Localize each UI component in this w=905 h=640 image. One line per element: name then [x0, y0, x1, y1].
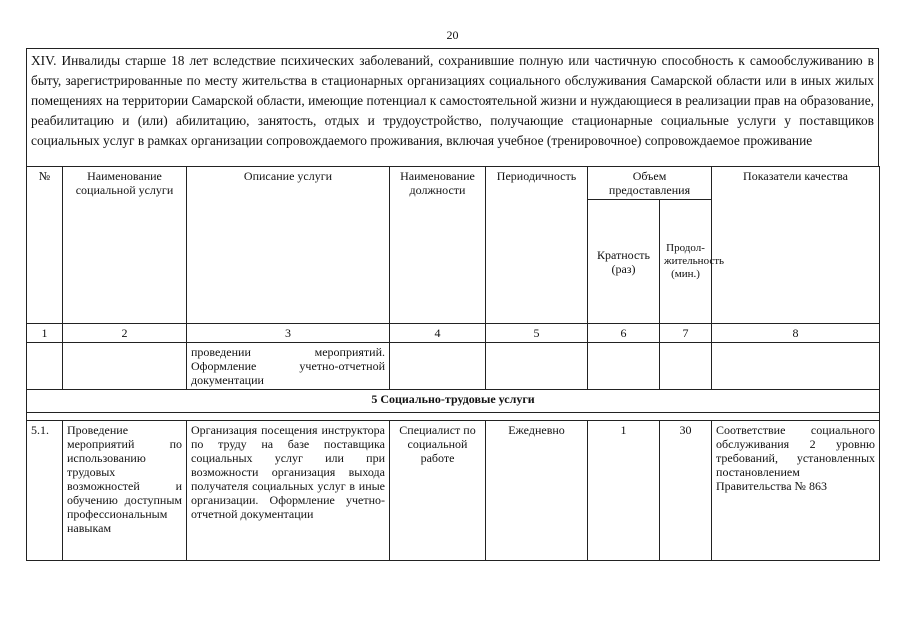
continuation-description: проведении мероприятий. Оформление учетно-отчетной документации	[187, 343, 390, 390]
header-description: Описание услуги	[187, 167, 390, 324]
document-body	[26, 48, 879, 561]
header-num: №	[27, 167, 63, 324]
header-name: Наименование социальной услуги	[63, 167, 187, 324]
spacer-row	[27, 413, 880, 421]
row-position: Специалист по социальной работе	[390, 421, 486, 561]
col-number: 5	[486, 324, 588, 343]
header-position: Наименование должности	[390, 167, 486, 324]
page-number: 20	[446, 28, 459, 42]
header-periodicity: Периодичность	[486, 167, 588, 324]
col-number: 3	[187, 324, 390, 343]
table-row	[27, 421, 880, 561]
row-quality: Соответствие социального обслуживания 2 уровню требований, установленных постановлением Правительства № 863	[712, 421, 880, 561]
col-number: 2	[63, 324, 187, 343]
section-header: XIV. Инвалиды старше 18 лет вследствие психических заболеваний, сохранившие полную или частичную способность к самообслуживанию в быту, зарегистрированные по месту жительства в стационарных организациях социального обслуживания Самарской области или в иных жилых помещениях на территории Самарской области, имеющие потенциал к самостоятельной жизни и нуждающиеся в реализации прав на образование, реабилитацию и (или) абилитацию, занятость, отдых и трудоустройство, получающие стационарные социальные услуги у поставщиков социальных услуг в рамках организации сопровождаемого проживания, включая учебное (тренировочное) сопровождаемое проживание	[26, 48, 879, 166]
col-number: 1	[27, 324, 63, 343]
header-multiplicity: Кратность (раз)	[588, 200, 660, 324]
section-title: 5 Социально-трудовые услуги	[27, 390, 880, 413]
row-periodicity: Ежедневно	[486, 421, 588, 561]
col-number: 6	[588, 324, 660, 343]
services-table	[26, 166, 880, 561]
col-number: 7	[660, 324, 712, 343]
column-numbers-row	[27, 324, 880, 343]
col-number: 8	[712, 324, 880, 343]
header-quality: Показатели качества	[712, 167, 880, 324]
row-name: Проведение мероприятий по использованию трудовых возможностей и обучению доступным профессиональным навыкам	[63, 421, 187, 561]
section-title-row	[27, 390, 880, 413]
row-num: 5.1.	[27, 421, 63, 561]
row-multiplicity: 1	[588, 421, 660, 561]
row-duration: 30	[660, 421, 712, 561]
header-row	[27, 167, 880, 200]
continuation-row	[27, 343, 880, 390]
col-number: 4	[390, 324, 486, 343]
row-description: Организация посещения инструктора по труду на базе поставщика социальных услуг или при возможности организация выхода получателя социальных услуг в иные организации. Оформление учетно-отчетной документации	[187, 421, 390, 561]
header-duration: Продол-жительность (мин.)	[660, 200, 712, 324]
header-volume: Объем предоставления	[588, 167, 712, 200]
